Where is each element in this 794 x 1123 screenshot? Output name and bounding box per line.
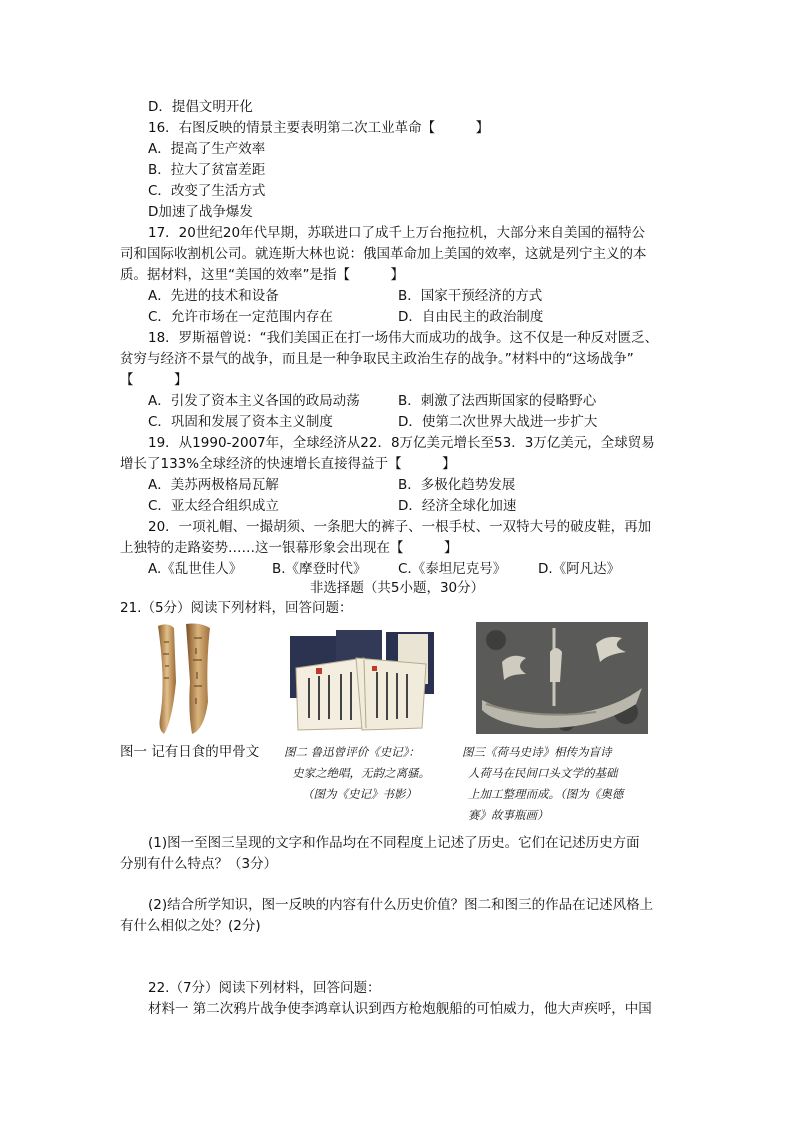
question-20: 20．一项礼帽、一撮胡须、一条肥大的裤子、一根手杖、一双特大号的破皮鞋，再加 [148, 519, 652, 535]
option-c-q17: C．允许市场在一定范围内存在 [148, 309, 333, 325]
option-b-q18: B．刺激了法西斯国家的侵略野心 [398, 393, 597, 409]
option-a-q20: A.《乱世佳人》 [148, 561, 243, 577]
option-b-q17: B．国家干预经济的方式 [398, 288, 543, 304]
option-a-q19: A．美苏两极格局瓦解 [148, 477, 279, 493]
question-22: 22.（7分）阅读下列材料，回答问题： [148, 980, 381, 996]
section-heading: 非选择题（共5小题，30分） [309, 580, 485, 596]
figure-2-caption-line3: （图为《史记》书影） [302, 787, 417, 801]
question-17-cont2: 质。据材料，这里“美国的效率”是指【 】 [120, 267, 404, 283]
figure-3-caption-line3: 上加工整理而成。（图为《奥德 [468, 787, 624, 801]
shiji-books-image [286, 628, 450, 732]
question-18: 18．罗斯福曾说：“我们美国正在打一场伟大而成功的战争。这不仅是一种反对匮乏、 [148, 330, 659, 346]
figure-2-caption-line1: 图二 鲁迅曾评价《史记》： [284, 745, 420, 759]
figure-2-caption-line2: 史家之绝唱，无韵之离骚。 [292, 766, 430, 780]
option-c-q18: C．巩固和发展了资本主义制度 [148, 414, 333, 430]
option-a-q16: A．提高了生产效率 [148, 141, 266, 157]
question-21-part2: (2)结合所学知识，图一反映的内容有什么历史价值？图二和图三的作品在记述风格上 [148, 897, 654, 913]
option-c-q19: C．亚太经合组织成立 [148, 498, 279, 514]
option-d-q19: D．经济全球化加速 [398, 498, 517, 514]
option-c-q16: C．改变了生活方式 [148, 183, 266, 199]
option-b-q20: B.《摩登时代》 [272, 561, 367, 577]
figure-3-caption-line2: 人荷马在民间口头文学的基础 [468, 766, 618, 780]
option-d-q15: D．提倡文明开化 [148, 99, 253, 115]
option-b-q19: B．多极化趋势发展 [398, 477, 516, 493]
question-21-part1: (1)图一至图三呈现的文字和作品均在不同程度上记述了历史。它们在记述历史方面 [148, 835, 640, 851]
option-d-q18: D．使第二次世界大战进一步扩大 [398, 414, 598, 430]
figure-3-caption-line1: 图三《荷马史诗》相传为盲诗 [462, 745, 612, 759]
option-a-q17: A．先进的技术和设备 [148, 288, 279, 304]
figure-1-caption: 图一 记有日食的甲骨文 [120, 744, 260, 760]
material-1: 材料一 第二次鸦片战争使李鸿章认识到西方枪炮舰船的可怕威力，他大声疾呼，中国 [148, 1001, 652, 1017]
option-a-q18: A．引发了资本主义各国的政局动荡 [148, 393, 360, 409]
figure-3-caption-line4: 赛》故事瓶画） [468, 808, 549, 822]
question-21-part1-cont: 分别有什么特点？（3分） [120, 856, 278, 872]
question-20-cont: 上独特的走路姿势……这一银幕形象会出现在【 】 [120, 540, 458, 556]
odyssey-vase-painting-image [476, 622, 648, 734]
option-c-q20: C.《泰坦尼克号》 [398, 561, 507, 577]
question-17-cont: 司和国际收割机公司。就连斯大林也说：俄国革命加上美国的效率，这就是列宁主义的本 [120, 246, 647, 262]
question-16: 16．右图反映的情景主要表明第二次工业革命【 】 [148, 120, 490, 136]
option-d-q16: D加速了战争爆发 [148, 204, 253, 220]
question-18-cont: 贫穷与经济不景气的战争，而且是一种争取民主政治生存的战争。”材料中的“这场战争” [120, 351, 634, 367]
option-d-q17: D．自由民主的政治制度 [398, 309, 544, 325]
question-19: 19．从1990-2007年，全球经济从22．8万亿美元增长至53．3万亿美元，全球贸易 [148, 435, 655, 451]
question-18-bracket: 【 】 [120, 372, 188, 388]
question-21: 21.（5分）阅读下列材料，回答问题： [120, 600, 353, 616]
oracle-bone-image [152, 622, 216, 736]
question-17: 17．20世纪20年代早期，苏联进口了成千上万台拖拉机，大部分来自美国的福特公 [148, 225, 646, 241]
question-19-cont: 增长了133%全球经济的快速增长直接得益于【 】 [120, 456, 456, 472]
option-b-q16: B．拉大了贫富差距 [148, 162, 266, 178]
option-d-q20: D.《阿凡达》 [538, 561, 621, 577]
question-21-part2-cont: 有什么相似之处？(2分) [120, 918, 261, 934]
